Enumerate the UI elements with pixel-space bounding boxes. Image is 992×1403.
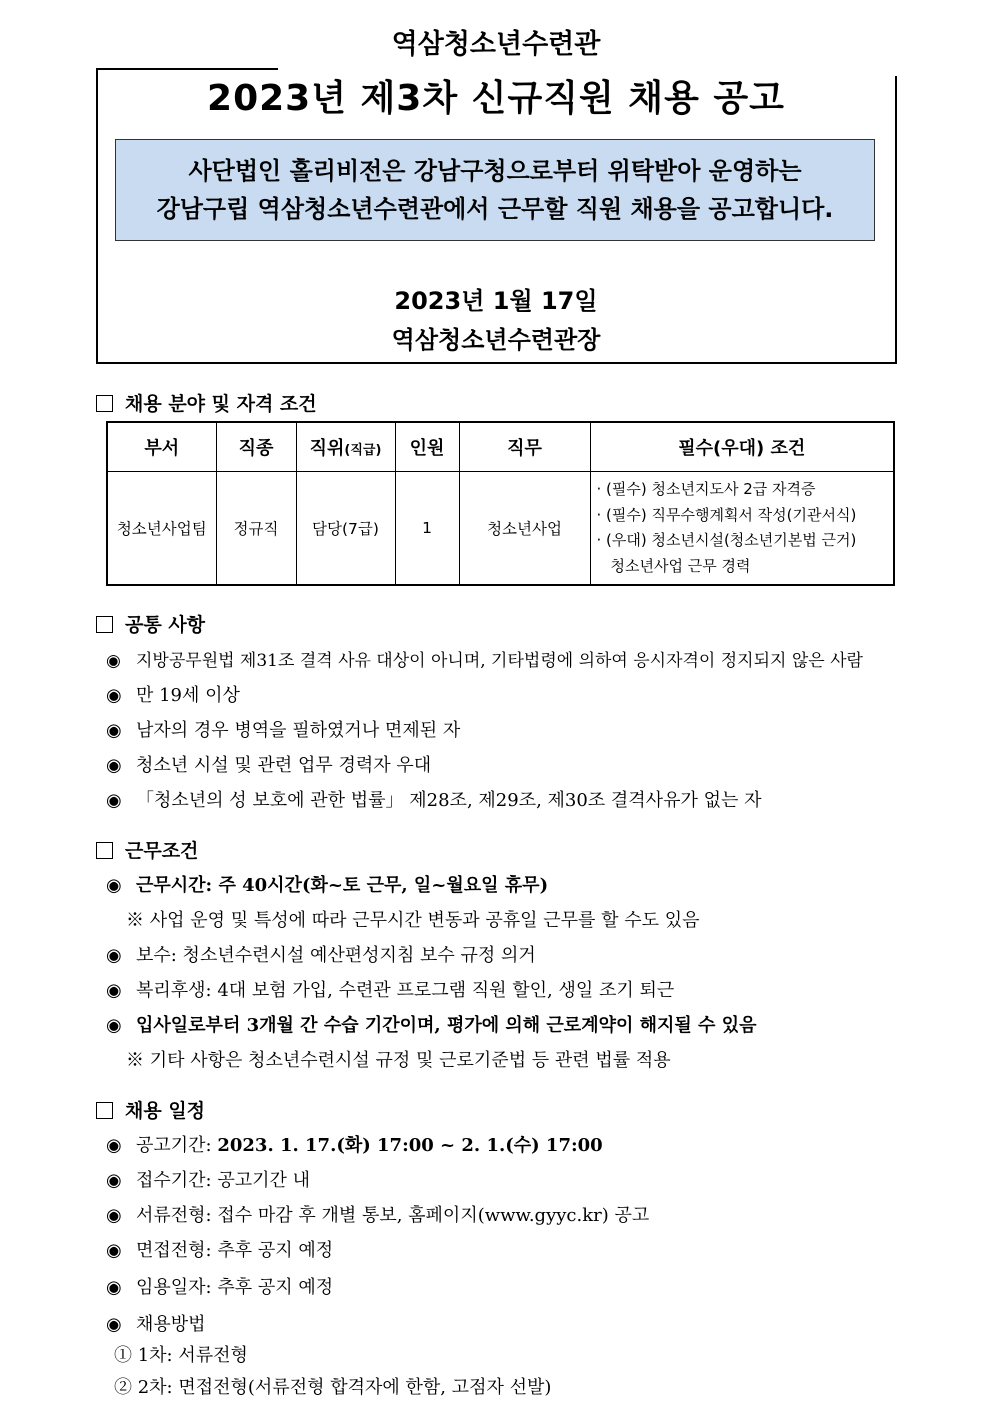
checkbox-icon (96, 395, 113, 412)
list-item: ◉ 만 19세 이상 (106, 685, 240, 706)
col-rank: 직위(직급) (296, 422, 395, 472)
intro-box (115, 139, 875, 241)
bullet-icon: ◉ (106, 1170, 122, 1191)
list-item: ◉ 복리후생: 4대 보험 가입, 수련관 프로그램 직원 할인, 생일 조기 퇴근 (106, 980, 675, 1001)
cell-type: 정규직 (216, 472, 296, 586)
bullet-icon: ◉ (106, 790, 122, 811)
cell-req: · (필수) 청소년지도사 2급 자격증 · (필수) 직무수행계획서 작성(기관서식) · (우대) 청소년시설(청소년기본법 근거) 청소년사업 근무 경력 (590, 472, 894, 586)
section-heading-conditions: 근무조건 (96, 836, 198, 863)
checkbox-icon (96, 842, 113, 859)
cell-rank: 담당(7급) (296, 472, 395, 586)
bullet-icon: ◉ (106, 1240, 122, 1261)
bullet-icon: ◉ (106, 1015, 122, 1036)
page-title: 2023년 제3차 신규직원 채용 공고 (207, 78, 785, 119)
bullet-icon: ◉ (106, 720, 122, 741)
list-item: ◉ 「청소년의 성 보호에 관한 법률」 제28조, 제29조, 제30조 결격사유가 없는 자 (106, 790, 762, 811)
list-item: ◉ 지방공무원법 제31조 결격 사유 대상이 아니며, 기타법령에 의하여 응시자격이 정지되지 않은 사람 (106, 651, 863, 671)
section-heading-schedule: 채용 일정 (96, 1096, 205, 1123)
checkbox-icon (96, 1102, 113, 1119)
announcement-date: 2023년 1월 17일 (394, 287, 598, 315)
bullet-icon: ◉ (106, 1314, 122, 1335)
list-item: ◉ 남자의 경우 병역을 필하였거나 면제된 자 (106, 720, 461, 741)
method-step-1: ① 1차: 서류전형 (114, 1345, 248, 1366)
list-item: ◉ 임용일자: 추후 공지 예정 (106, 1277, 334, 1298)
col-duty: 직무 (459, 422, 590, 472)
intro-line-1: 사단법인 홀리비전은 강남구청으로부터 위탁받아 운영하는 (188, 157, 802, 185)
bullet-icon: ◉ (106, 755, 122, 776)
list-item: ◉ 면접전형: 추후 공지 예정 (106, 1240, 334, 1261)
cell-count: 1 (395, 472, 459, 586)
list-item: ◉ 근무시간: 주 40시간(화~토 근무, 일~월요일 휴무) (106, 875, 549, 896)
table-row (107, 472, 894, 586)
table-header-row (107, 422, 894, 472)
bullet-icon: ◉ (106, 651, 121, 671)
list-item: ◉ 채용방법 (106, 1314, 206, 1335)
bullet-icon: ◉ (106, 875, 122, 896)
signer: 역삼청소년수련관장 (391, 326, 601, 354)
bullet-icon: ◉ (106, 685, 122, 706)
cell-dept: 청소년사업팀 (107, 472, 216, 586)
note: ※ 기타 사항은 청소년수련시설 규정 및 근로기준법 등 관련 법률 적용 (126, 1050, 671, 1071)
org-name: 역삼청소년수련관 (391, 29, 601, 60)
bullet-icon: ◉ (106, 1205, 122, 1226)
col-type: 직종 (216, 422, 296, 472)
positions-table (106, 421, 895, 586)
col-req: 필수(우대) 조건 (590, 422, 894, 472)
note: ※ 사업 운영 및 특성에 따라 근무시간 변동과 공휴일 근무를 할 수도 있음 (126, 910, 700, 931)
bullet-icon: ◉ (106, 1135, 122, 1156)
bullet-icon: ◉ (106, 1277, 122, 1298)
list-item: ◉ 공고기간: 2023. 1. 17.(화) 17:00 ~ 2. 1.(수) 17:00 (106, 1135, 603, 1156)
list-item: ◉ 보수: 청소년수련시설 예산편성지침 보수 규정 의거 (106, 945, 536, 966)
col-count: 인원 (395, 422, 459, 472)
list-item: ◉ 청소년 시설 및 관련 업무 경력자 우대 (106, 755, 432, 776)
intro-line-2: 강남구립 역삼청소년수련관에서 근무할 직원 채용을 공고합니다. (156, 195, 834, 223)
method-step-2: ② 2차: 면접전형(서류전형 합격자에 한함, 고점자 선발) (114, 1377, 552, 1398)
bullet-icon: ◉ (106, 980, 122, 1001)
checkbox-icon (96, 616, 113, 633)
section-heading-positions: 채용 분야 및 자격 조건 (96, 389, 317, 416)
bullet-icon: ◉ (106, 945, 122, 966)
col-dept: 부서 (107, 422, 216, 472)
list-item: ◉ 서류전형: 접수 마감 후 개별 통보, 홈페이지(www.gyyc.kr) 공고 (106, 1205, 650, 1226)
list-item: ◉ 접수기간: 공고기간 내 (106, 1170, 310, 1191)
cell-duty: 청소년사업 (459, 472, 590, 586)
list-item: ◉ 입사일로부터 3개월 간 수습 기간이며, 평가에 의해 근로계약이 해지될 수 있음 (106, 1015, 757, 1036)
section-heading-common: 공통 사항 (96, 610, 205, 637)
